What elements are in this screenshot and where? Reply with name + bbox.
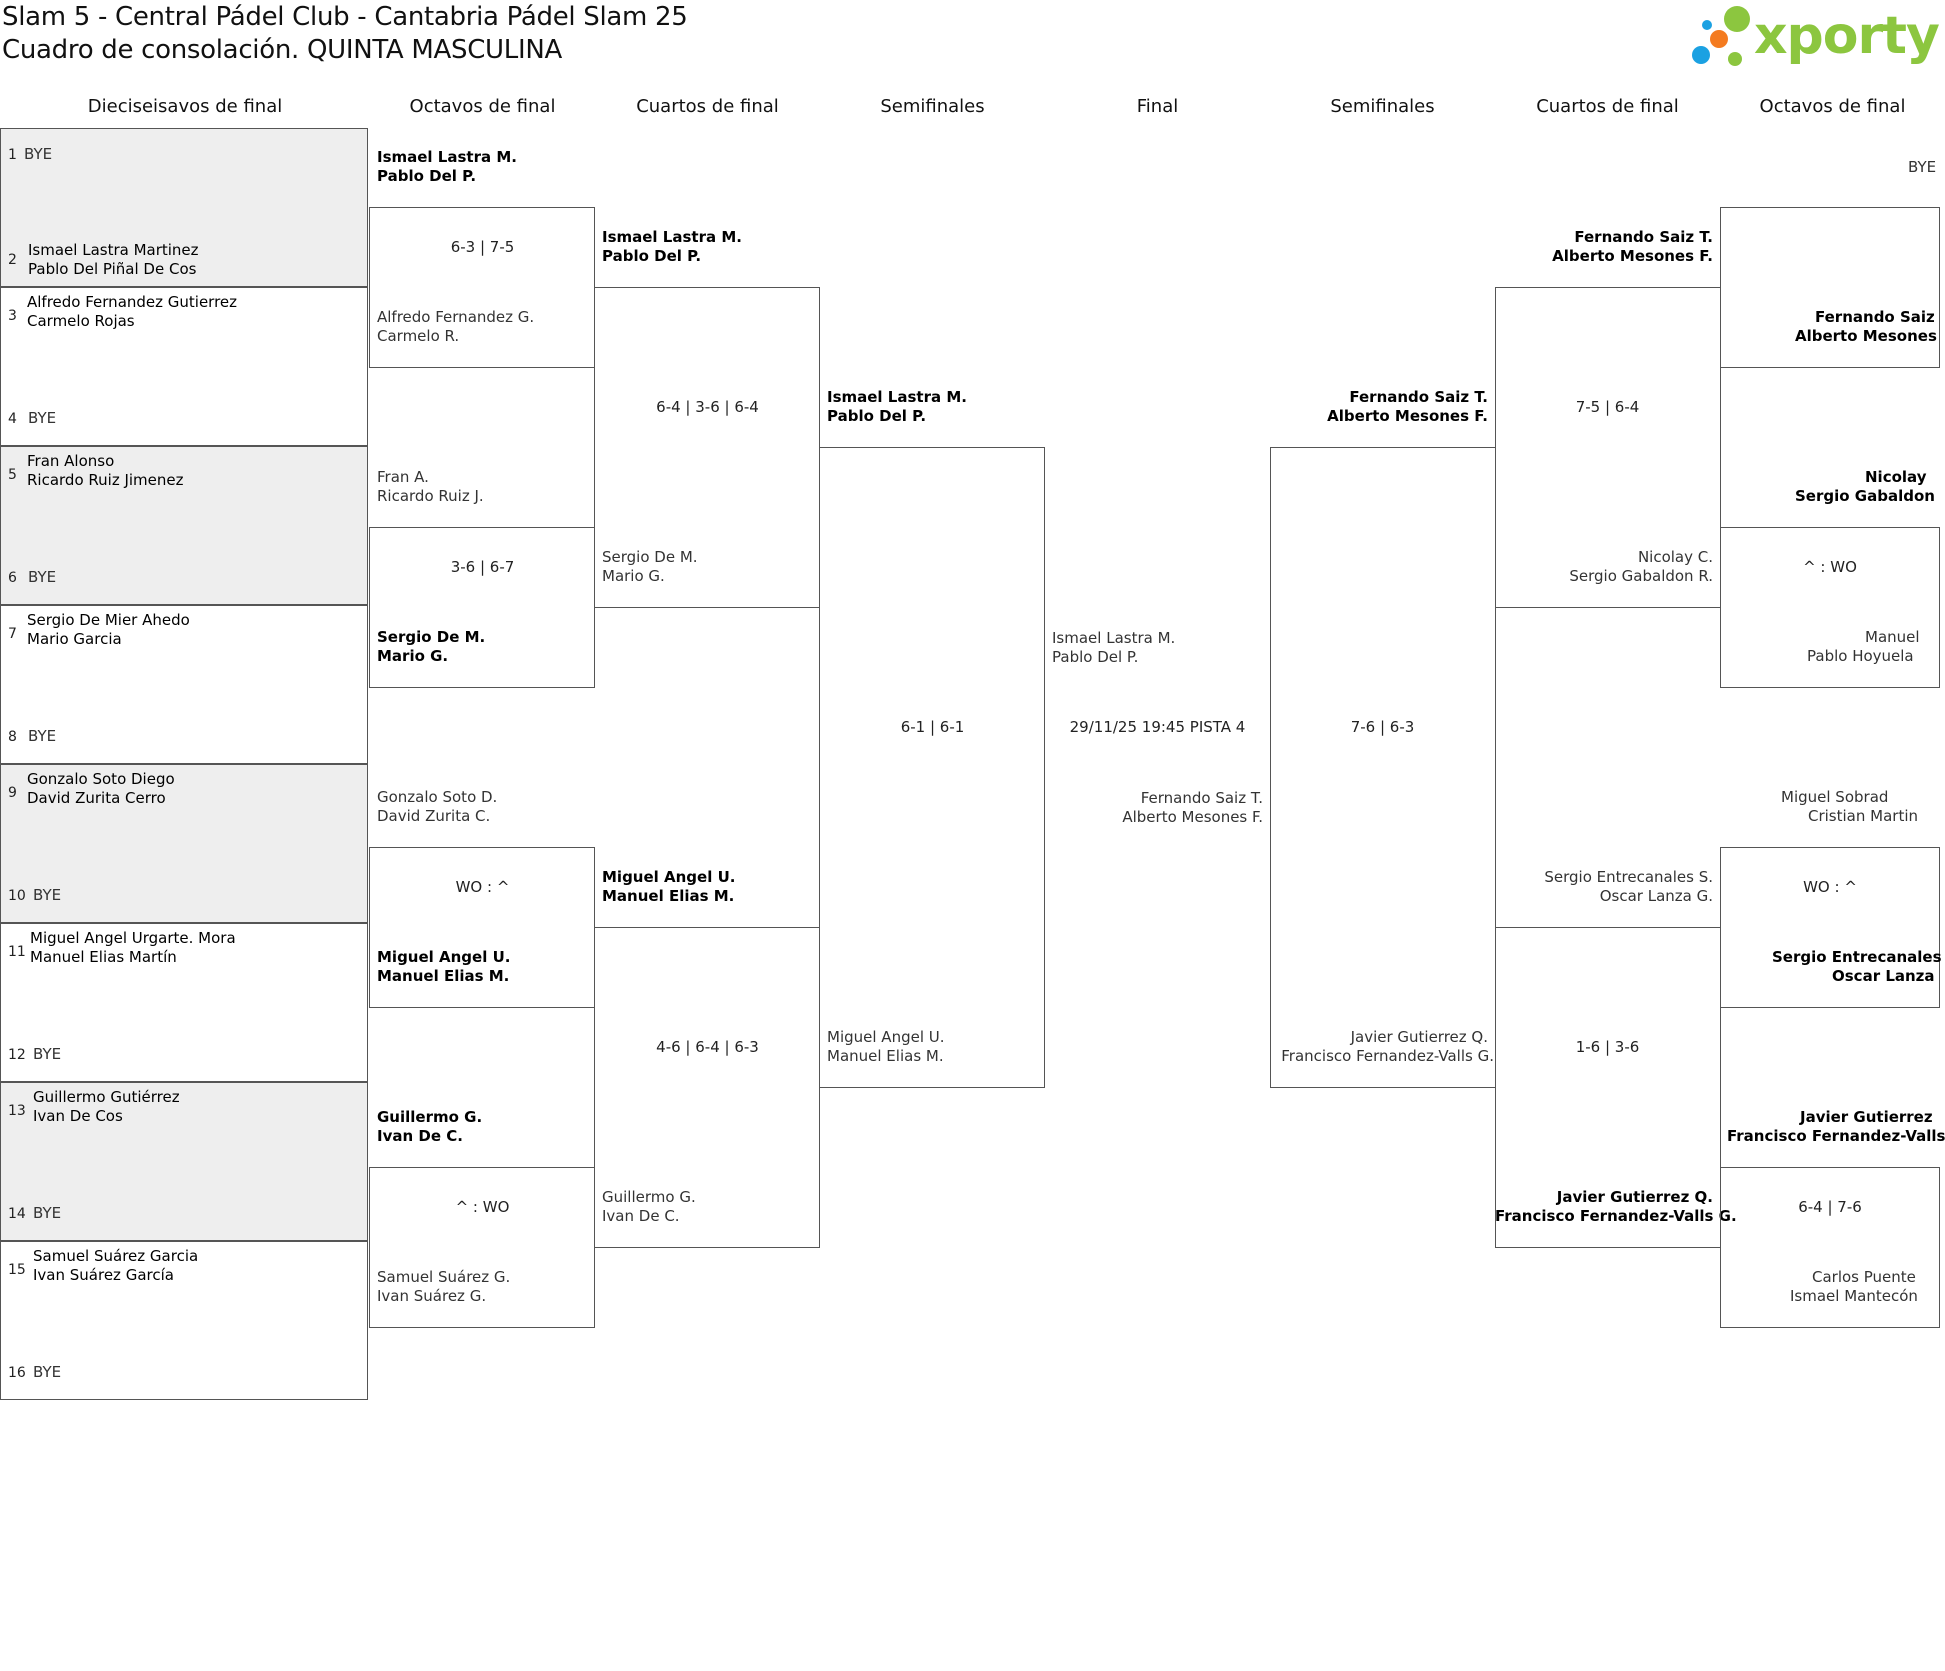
player-name: Ricardo Ruiz Jimenez xyxy=(27,471,184,489)
r16-right-team-bottom: Ismael Mantecón xyxy=(1790,1287,1918,1305)
page-subtitle: Cuadro de consolación. QUINTA MASCULINA xyxy=(2,35,562,65)
player-name: Mario Garcia xyxy=(27,630,122,648)
qf-right-team-bottom: Javier Gutierrez Q. xyxy=(1556,1188,1713,1206)
r16-score: WO : ^ xyxy=(455,878,510,896)
seed-number: 3 xyxy=(8,308,17,324)
round-header-r16: Octavos de final xyxy=(409,96,556,117)
seed-number: 2 xyxy=(8,252,17,268)
seed-number: 16 xyxy=(8,1365,26,1381)
r32-match-5 xyxy=(0,764,368,923)
r16-right-team-bottom: Sergio Entrecanales xyxy=(1772,948,1942,966)
r32-match-8 xyxy=(0,1241,368,1400)
round-header-r32: Dieciseisavos de final xyxy=(87,96,283,117)
r16-right-team-bottom: Oscar Lanza xyxy=(1832,967,1935,985)
seed-number: 11 xyxy=(8,944,26,960)
r16-team-top: Fran A. xyxy=(377,468,429,486)
r16-right-team-top: BYE xyxy=(1908,158,1937,176)
sf-right-score: 7-6 | 6-3 xyxy=(1350,718,1415,736)
r16-team-bottom: Sergio De M. xyxy=(377,628,486,646)
qf-right-score: 1-6 | 3-6 xyxy=(1575,1038,1640,1056)
player-name: Fran Alonso xyxy=(27,452,115,470)
r32-match-3 xyxy=(0,446,368,605)
player-bye: BYE xyxy=(33,1045,62,1063)
qf-right-team-top: Alberto Mesones F. xyxy=(1552,247,1713,265)
final-team-top: Ismael Lastra M. xyxy=(1052,629,1176,647)
qf-team-top: Miguel Angel U. xyxy=(602,868,736,886)
r16-team-bottom: Manuel Elias M. xyxy=(377,967,510,985)
player-name: David Zurita Cerro xyxy=(27,789,166,807)
logo-dot-blue xyxy=(1692,46,1710,64)
r32-match-6 xyxy=(0,923,368,1082)
r16-right-team-top: Nicolay xyxy=(1865,468,1927,486)
player-name: Manuel Elias Martín xyxy=(30,948,177,966)
r32-match-2 xyxy=(0,287,368,446)
sf-right-team-bottom: Javier Gutierrez Q. xyxy=(1350,1028,1488,1046)
r16-team-bottom: Mario G. xyxy=(377,647,449,665)
round-header-r16-right: Octavos de final xyxy=(1759,96,1906,117)
r16-team-bottom: Alfredo Fernandez G. xyxy=(377,308,535,326)
seed-number: 14 xyxy=(8,1206,26,1222)
sf-right-team-top: Alberto Mesones F. xyxy=(1327,407,1488,425)
logo-dot-green xyxy=(1724,6,1750,32)
sf-team-top: Ismael Lastra M. xyxy=(827,388,967,406)
seed-number: 4 xyxy=(8,411,17,427)
r16-right-team-top: Cristian Martin xyxy=(1808,807,1918,825)
sf-right-team-top: Fernando Saiz T. xyxy=(1349,388,1488,406)
qf-right-team-top: Sergio Entrecanales S. xyxy=(1544,868,1713,886)
sf-team-bottom: Manuel Elias M. xyxy=(827,1047,944,1065)
page-title: Slam 5 - Central Pádel Club - Cantabria Pádel Slam 25 xyxy=(2,2,688,32)
xporty-logo xyxy=(1688,6,1939,70)
r16-score: ^ : WO xyxy=(455,1198,510,1216)
qf-score: 6-4 | 3-6 | 6-4 xyxy=(656,398,759,416)
sf-score: 6-1 | 6-1 xyxy=(900,718,965,736)
round-header-qf-right: Cuartos de final xyxy=(1536,96,1679,117)
sf-team-bottom: Miguel Angel U. xyxy=(827,1028,945,1046)
r16-team-bottom: Miguel Angel U. xyxy=(377,948,511,966)
logo-dot-blue-small xyxy=(1702,20,1712,30)
player-bye: BYE xyxy=(28,568,57,586)
r16-team-bottom: Samuel Suárez G. xyxy=(377,1268,511,1286)
player-name: Sergio De Mier Ahedo xyxy=(27,611,190,629)
qf-team-top: Pablo Del P. xyxy=(602,247,702,265)
seed-number: 8 xyxy=(8,729,17,745)
r16-right-score: 6-4 | 7-6 xyxy=(1798,1198,1862,1216)
qf-team-bottom: Ivan De C. xyxy=(602,1207,680,1225)
player-name: Ivan Suárez García xyxy=(33,1266,174,1284)
final-schedule: 29/11/25 19:45 PISTA 4 xyxy=(1069,718,1246,736)
player-bye: BYE xyxy=(33,1363,62,1381)
qf-right-team-top: Oscar Lanza G. xyxy=(1599,887,1713,905)
player-bye: BYE xyxy=(33,1204,62,1222)
sf-right-bracket-box xyxy=(1270,447,1496,1088)
qf-right-team-bottom: Francisco Fernandez-Valls G. xyxy=(1495,1207,1737,1225)
r16-team-top: Ricardo Ruiz J. xyxy=(377,487,484,505)
r16-team-top: Pablo Del P. xyxy=(377,167,477,185)
r16-score: 6-3 | 7-5 xyxy=(450,238,515,256)
r16-right-team-bottom: Manuel xyxy=(1865,628,1920,646)
player-name: Alfredo Fernandez Gutierrez xyxy=(27,293,238,311)
sf-bracket-box xyxy=(819,447,1045,1088)
player-name: Pablo Del Piñal De Cos xyxy=(28,260,197,278)
r16-team-top: Ivan De C. xyxy=(377,1127,463,1145)
r32-match-7 xyxy=(0,1082,368,1241)
r16-right-team-top: Miguel Sobrad xyxy=(1781,788,1889,806)
r16-right-team-bottom: Pablo Hoyuela xyxy=(1807,647,1914,665)
player-bye: BYE xyxy=(24,145,53,163)
round-header-final: Final xyxy=(1136,96,1179,117)
logo-dot-orange xyxy=(1710,30,1728,48)
player-name: Carmelo Rojas xyxy=(27,312,135,330)
qf-team-top: Manuel Elias M. xyxy=(602,887,735,905)
r16-team-bottom: Ivan Suárez G. xyxy=(377,1287,487,1305)
final-team-top: Pablo Del P. xyxy=(1052,648,1139,666)
player-name: Gonzalo Soto Diego xyxy=(27,770,175,788)
player-bye: BYE xyxy=(33,886,62,904)
player-name: Ivan De Cos xyxy=(33,1107,123,1125)
player-name: Miguel Angel Urgarte. Mora xyxy=(30,929,236,947)
r16-score: 3-6 | 6-7 xyxy=(450,558,515,576)
player-name: Samuel Suárez Garcia xyxy=(33,1247,199,1265)
qf-score: 4-6 | 6-4 | 6-3 xyxy=(656,1038,759,1056)
seed-number: 1 xyxy=(8,147,17,163)
player-bye: BYE xyxy=(28,727,57,745)
round-header-qf: Cuartos de final xyxy=(636,96,779,117)
r16-right-team-bottom: Fernando Saiz xyxy=(1815,308,1935,326)
qf-right-team-bottom: Sergio Gabaldon R. xyxy=(1569,567,1713,585)
round-header-sf: Semifinales xyxy=(880,96,985,117)
player-bye: BYE xyxy=(28,409,57,427)
r16-right-team-top: Sergio Gabaldon xyxy=(1795,487,1935,505)
qf-right-team-bottom: Nicolay C. xyxy=(1637,548,1713,566)
r16-team-top: Ismael Lastra M. xyxy=(377,148,517,166)
sf-right-team-bottom: Francisco Fernandez-Valls G. xyxy=(1281,1047,1494,1065)
r16-team-top: Guillermo G. xyxy=(377,1108,483,1126)
logo-dot-green-small xyxy=(1728,52,1742,66)
r16-right-team-bottom: Carlos Puente xyxy=(1812,1268,1916,1286)
player-name: Ismael Lastra Martinez xyxy=(28,241,199,259)
r16-team-top: David Zurita C. xyxy=(377,807,491,825)
r32-match-4 xyxy=(0,605,368,764)
sf-team-top: Pablo Del P. xyxy=(827,407,927,425)
seed-number: 13 xyxy=(8,1103,26,1119)
qf-right-team-top: Fernando Saiz T. xyxy=(1574,228,1713,246)
final-team-bottom: Alberto Mesones F. xyxy=(1122,808,1263,826)
qf-team-top: Ismael Lastra M. xyxy=(602,228,742,246)
qf-team-bottom: Guillermo G. xyxy=(602,1188,696,1206)
r16-right-team-top: Javier Gutierrez xyxy=(1800,1108,1933,1126)
r16-right-score: ^ : WO xyxy=(1803,558,1857,576)
round-header-sf-right: Semifinales xyxy=(1330,96,1435,117)
r16-right-team-top: Francisco Fernandez-Valls xyxy=(1727,1127,1945,1145)
player-name: Guillermo Gutiérrez xyxy=(33,1088,180,1106)
r16-right-score: WO : ^ xyxy=(1803,878,1857,896)
r16-team-bottom: Carmelo R. xyxy=(377,327,460,345)
r32-match-1 xyxy=(0,128,368,287)
seed-number: 10 xyxy=(8,888,26,904)
r16-team-top: Gonzalo Soto D. xyxy=(377,788,498,806)
seed-number: 9 xyxy=(8,785,17,801)
seed-number: 15 xyxy=(8,1262,26,1278)
qf-team-bottom: Sergio De M. xyxy=(602,548,698,566)
seed-number: 7 xyxy=(8,626,17,642)
final-team-bottom: Fernando Saiz T. xyxy=(1140,789,1263,807)
seed-number: 12 xyxy=(8,1047,26,1063)
seed-number: 6 xyxy=(8,570,17,586)
qf-right-score: 7-5 | 6-4 xyxy=(1575,398,1640,416)
seed-number: 5 xyxy=(8,467,17,483)
r16-right-team-bottom: Alberto Mesones xyxy=(1795,327,1937,345)
qf-team-bottom: Mario G. xyxy=(602,567,665,585)
logo-text: xporty xyxy=(1754,6,1939,66)
